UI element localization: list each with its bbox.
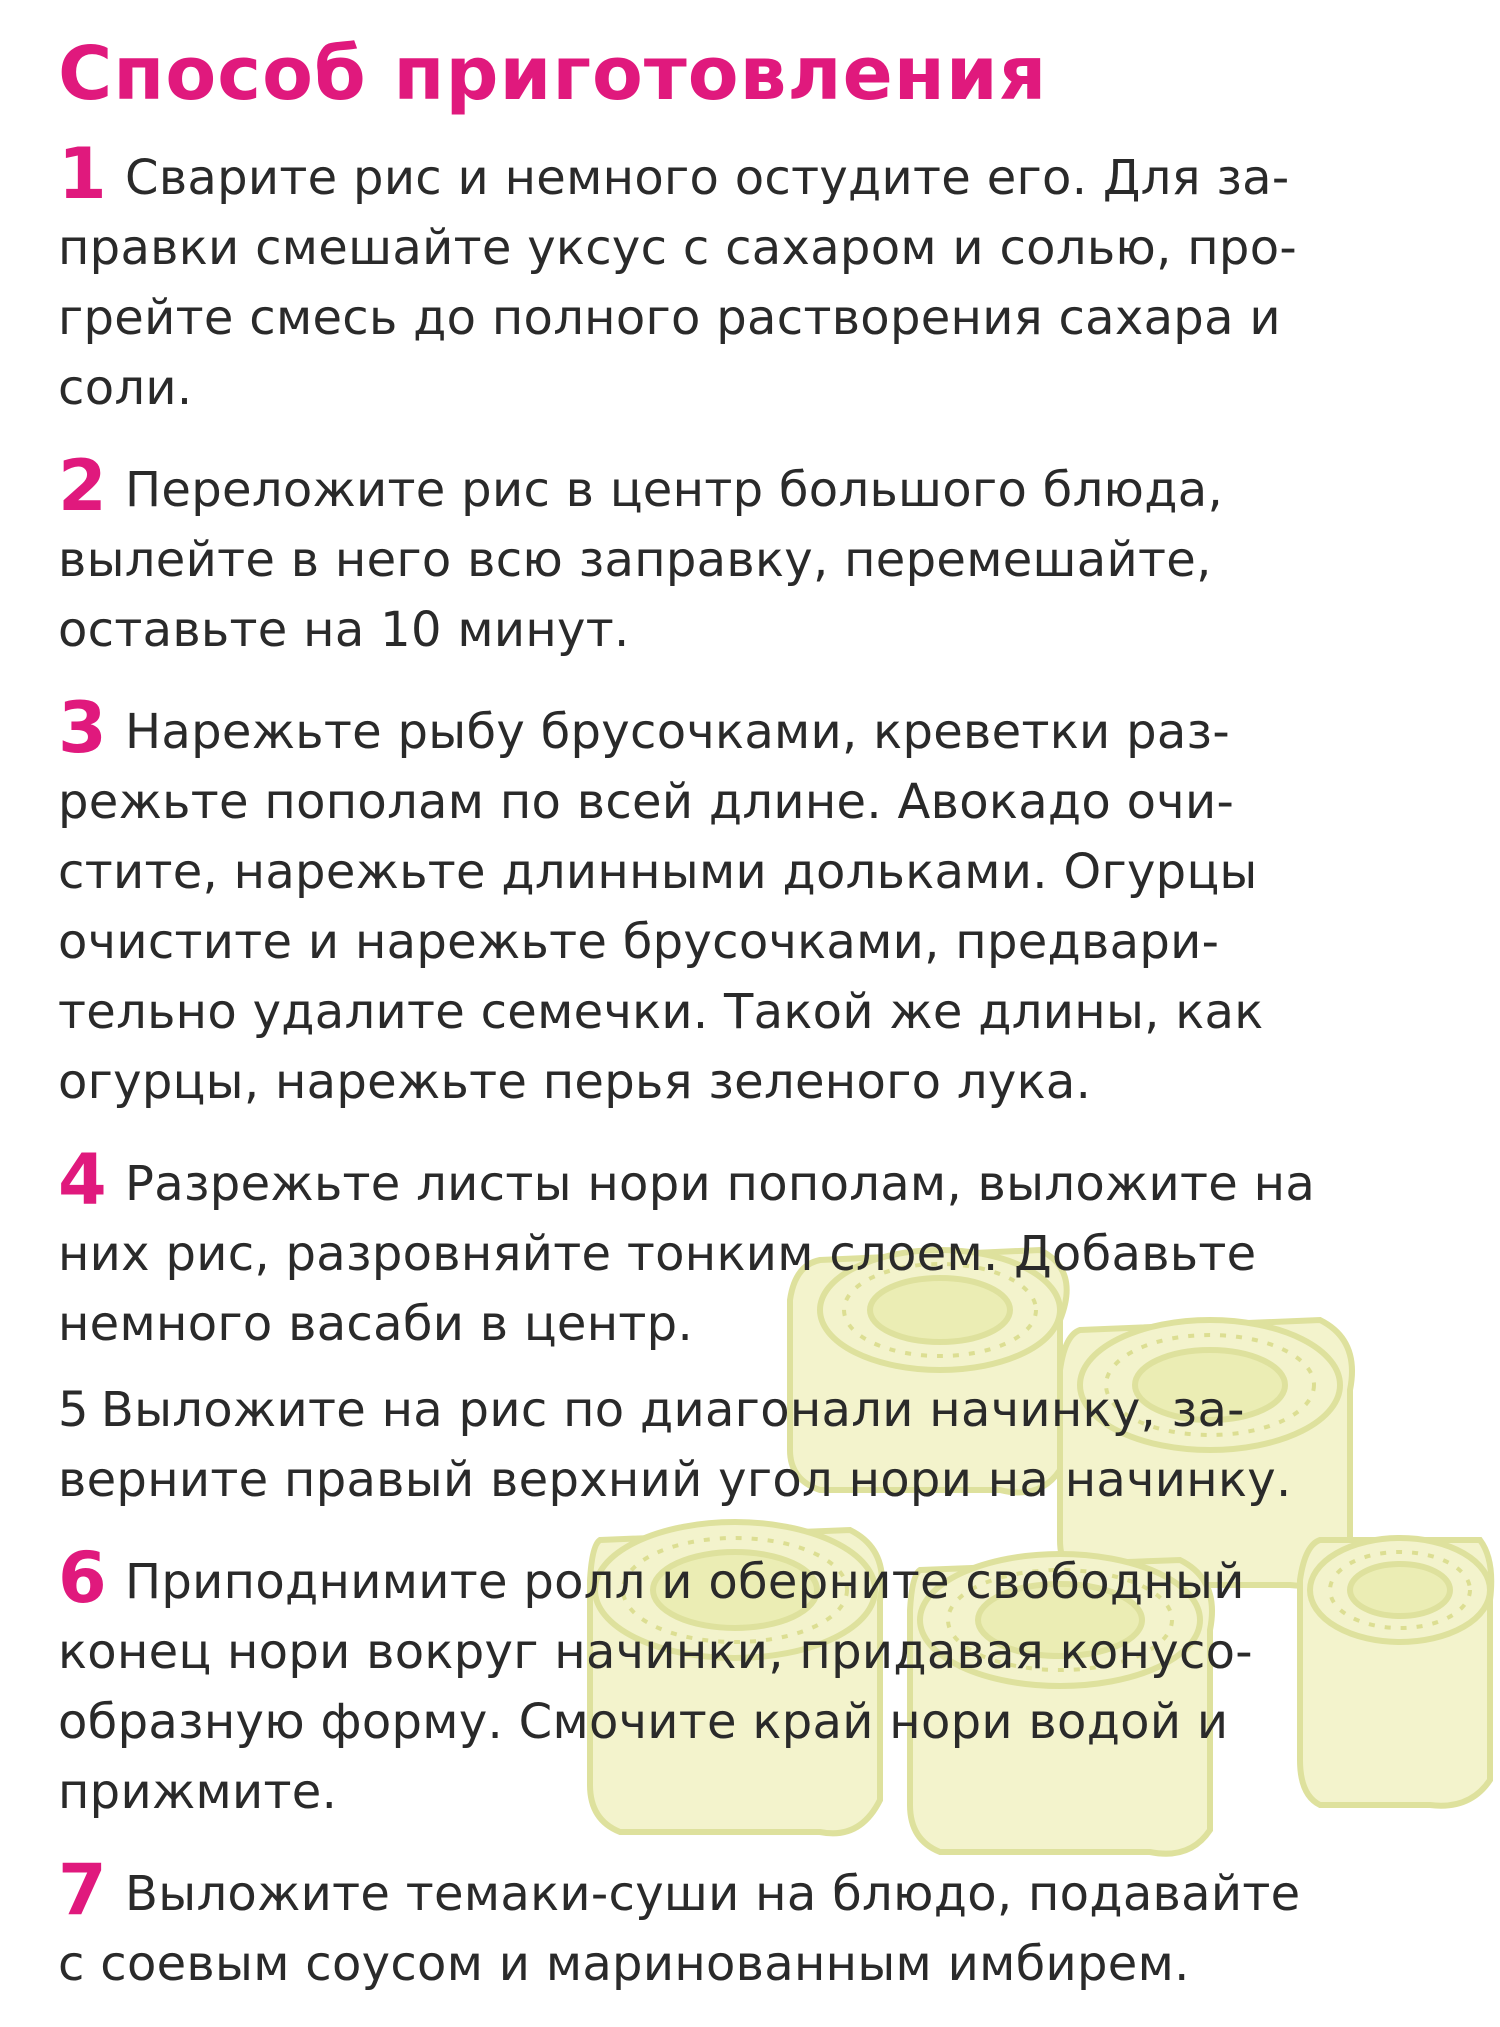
recipe-instructions xyxy=(58,32,1488,2027)
step-text: Выложите на рис по диагонали начинку, за- верните правый верхний угол нори на начинку. xyxy=(58,1382,1292,1509)
step-text: Сварите рис и немного остудите его. Для за- правки смешайте уксус с сахаром и солью, про- грейте смесь до полного растворения сахара и соли. xyxy=(58,150,1297,417)
step-number: 5 xyxy=(58,1382,89,1439)
step-text: Нарежьте рыбу брусочками, креветки раз- режьте пополам по всей длине. Авокадо очи- стите, нарежьте длинными дольками. Огурцы очистите и нарежьте брусочками, предвари- тельно удалите семечки. Такой же длины, как огурцы, нарежьте перья зеленого лука. xyxy=(58,704,1264,1111)
step-text: Разрежьте листы нори пополам, выложите на них рис, разровняйте тонким слоем. Добавьте немного васаби в центр. xyxy=(58,1156,1316,1353)
step-text: Выложите темаки-суши на блюдо, подавайте с соевым соусом и маринованным имбирем. xyxy=(58,1866,1301,1993)
step-text: Приподнимите ролл и оберните свободный конец нори вокруг начинки, придавая конусо- образную форму. Смочите край нори водой и прижмите. xyxy=(58,1554,1253,1821)
step-number: 7 xyxy=(58,1849,108,1932)
step-3 xyxy=(58,687,1488,1117)
page-title: Способ приготовления xyxy=(58,31,1048,117)
step-number: 3 xyxy=(58,687,108,770)
step-7 xyxy=(58,1849,1488,1999)
step-number: 1 xyxy=(58,133,108,216)
step-1 xyxy=(58,133,1488,423)
step-text: Переложите рис в центр большого блюда, вылейте в него всю заправку, перемешайте, оставьте на 10 минут. xyxy=(58,462,1224,659)
step-2 xyxy=(58,445,1488,665)
step-number: 6 xyxy=(58,1537,108,1620)
step-6 xyxy=(58,1537,1488,1827)
step-5 xyxy=(58,1375,1488,1515)
step-number: 2 xyxy=(58,445,108,528)
step-4 xyxy=(58,1139,1488,1359)
step-number: 4 xyxy=(58,1139,108,1222)
